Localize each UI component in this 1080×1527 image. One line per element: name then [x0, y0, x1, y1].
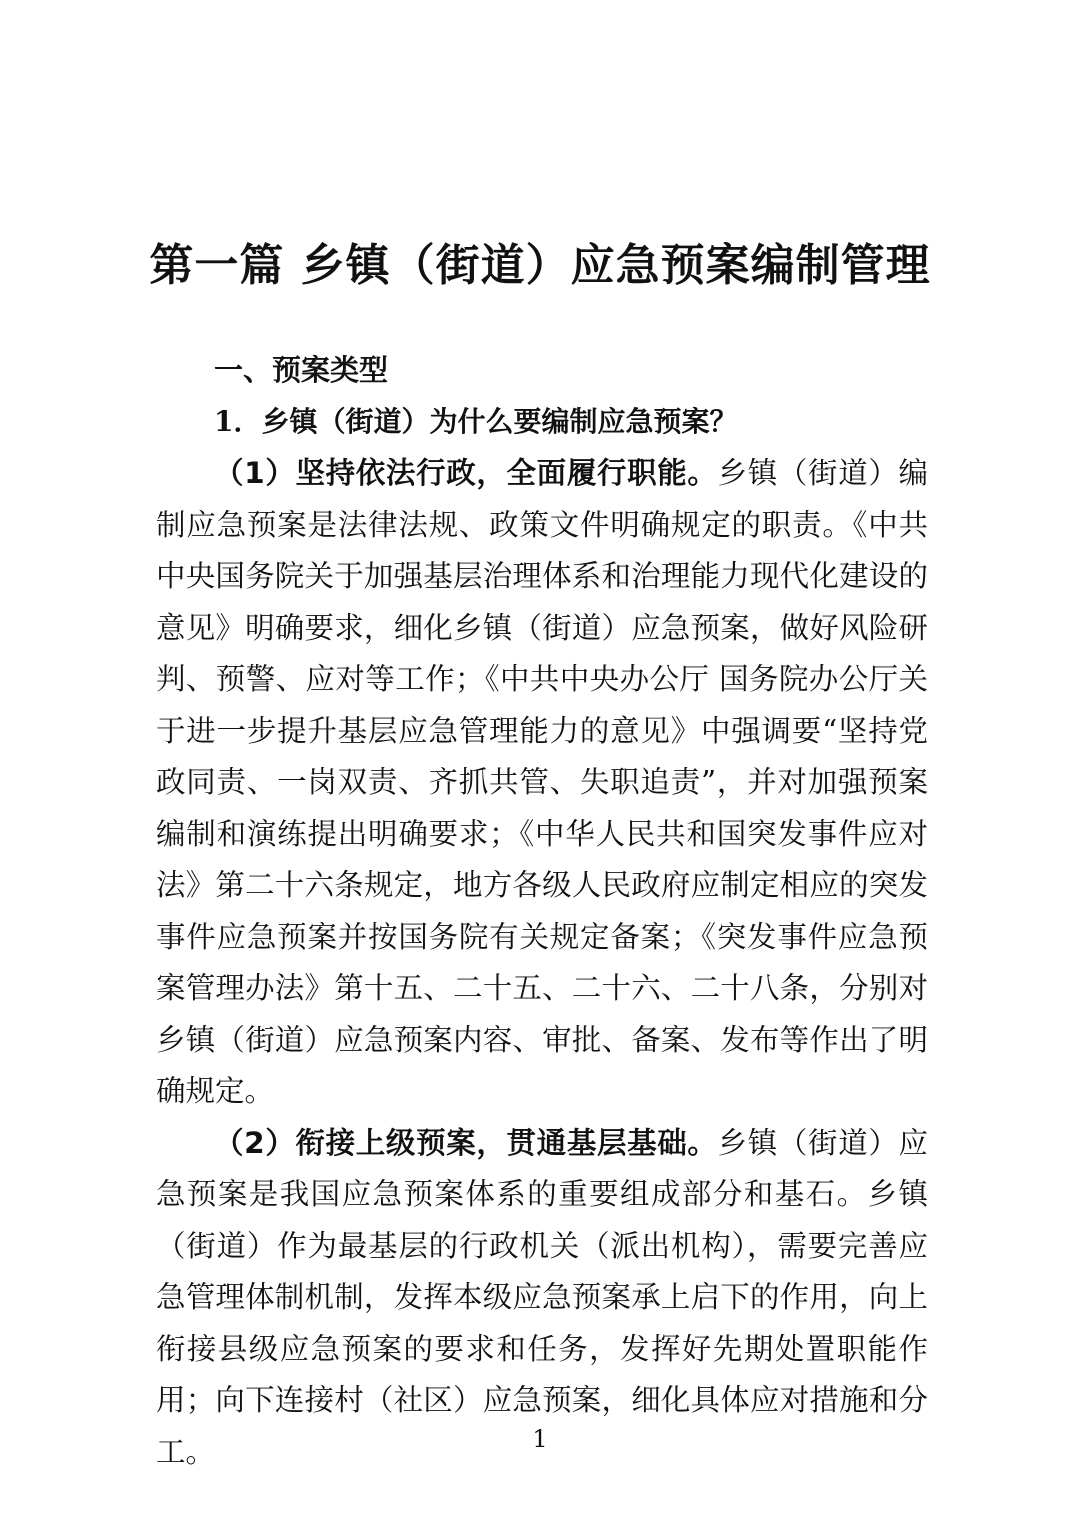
paragraph-1: [156, 448, 928, 1118]
question-heading: 1．乡镇（街道）为什么要编制应急预案？: [214, 405, 738, 438]
body-text: [156, 448, 928, 1478]
paragraph-1-lead: （1）坚持依法行政，全面履行职能。: [214, 456, 718, 490]
page-number: 1: [532, 1425, 548, 1453]
paragraph-1-text: 乡镇（街道）编制应急预案是法律法规、政策文件明确规定的职责。《中共中央国务院关于加强基层治理体系和治理能力现代化建设的意见》明确要求，细化乡镇（街道）应急预案，做好风险研判、预警、应对等工作；《中共中央办公厅 国务院办公厅关于进一步提升基层应急管理能力的意见》中强调要“坚持党政同责、一岗双责、齐抓共管、失职追责”，并对加强预案编制和演练提出明确要求；《中华人民共和国突发事件应对法》第二十六条规定，地方各级人民政府应制定相应的突发事件应急预案并按国务院有关规定备案；《突发事件应急预案管理办法》第十五、二十五、二十六、二十八条，分别对乡镇（街道）应急预案内容、审批、备案、发布等作出了明确规定。: [156, 456, 928, 1108]
paragraph-2-lead: （2）衔接上级预案，贯通基层基础。: [214, 1125, 718, 1160]
section-heading: 一、预案类型: [214, 353, 389, 387]
document-title: 第一篇 乡镇（街道）应急预案编制管理: [149, 240, 931, 291]
paragraph-2-text: 乡镇（街道）应急预案是我国应急预案体系的重要组成部分和基石。乡镇（街道）作为最基层的行政机关（派出机构），需要完善应急管理体制机制，发挥本级应急预案承上启下的作用，向上衔接县级应急预案的要求和任务，发挥好先期处置职能作用；向下连接村（社区）应急预案，细化具体应对措施和分工。: [156, 1125, 928, 1469]
